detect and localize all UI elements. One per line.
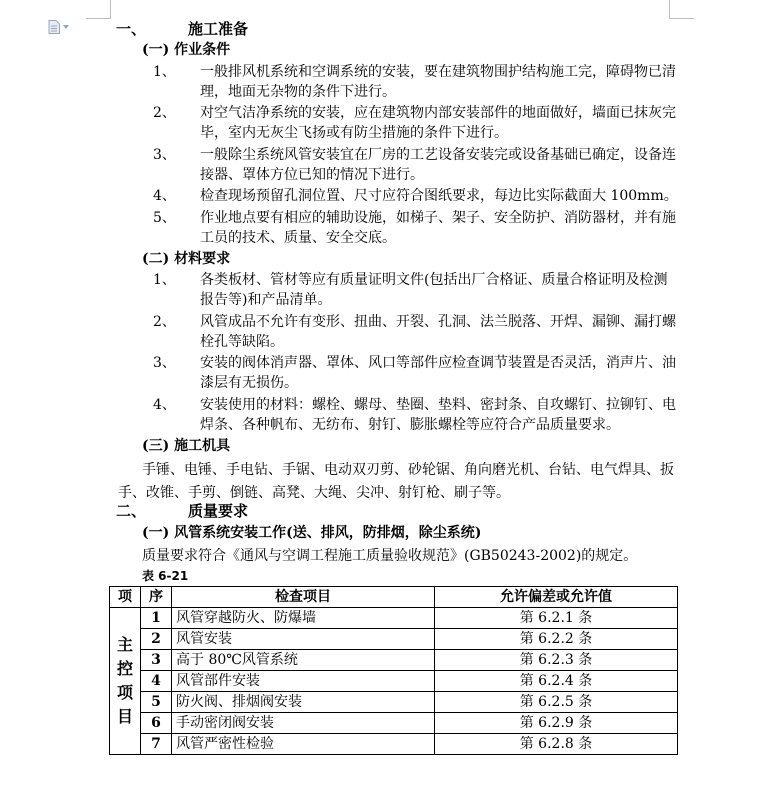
table-row bbox=[110, 671, 678, 692]
list-item-text: 栓孔等缺陷。 bbox=[200, 334, 284, 350]
section-2-title: 质量要求 bbox=[188, 502, 249, 520]
list-item-number: 3、 bbox=[153, 355, 176, 371]
seq-cell: 2 bbox=[141, 629, 172, 650]
list-item-number: 1、 bbox=[153, 272, 176, 288]
subsection-tools-title: (三) 施工机具 bbox=[142, 438, 231, 454]
inspection-table bbox=[109, 586, 678, 755]
crop-mark-top-left bbox=[86, 0, 111, 19]
subsection-materials-title: (二) 材料要求 bbox=[142, 251, 231, 267]
list-item-text: 接器、罩体方位已知的情况下进行。 bbox=[200, 167, 424, 183]
document-icon bbox=[48, 20, 60, 34]
list-item-text: 对空气洁净系统的安装，应在建筑物内部安装部件的地面做好，墙面已抹灰完 bbox=[200, 105, 676, 121]
header-allowance: 允许偏差或允许值 bbox=[435, 587, 678, 608]
list-item-text: 焊条、各种帆布、无纺布、射钉、膨胀螺栓等应符合产品质量要求。 bbox=[200, 417, 620, 433]
list-item-text: 安装使用的材料：螺栓、螺母、垫圈、垫料、密封条、自攻螺钉、拉铆钉、电 bbox=[200, 397, 676, 413]
table-row bbox=[110, 713, 678, 734]
check-item-cell: 风管安装 bbox=[172, 629, 435, 650]
list-item-number: 5、 bbox=[153, 210, 176, 226]
list-item-text: 各类板材、管材等应有质量证明文件(包括出厂合格证、质量合格证明及检测 bbox=[200, 272, 668, 288]
check-item-cell: 风管穿越防火、防爆墙 bbox=[172, 608, 435, 629]
list-item-number: 2、 bbox=[153, 105, 176, 121]
subsection-duct-install-title: (一) 风管系统安装工作(送、排风，防排烟，除尘系统) bbox=[142, 525, 482, 541]
table-row bbox=[110, 650, 678, 671]
list-item-text: 风管成品不允许有变形、扭曲、开裂、孔洞、法兰脱落、开焊、漏铆、漏打螺 bbox=[200, 314, 676, 330]
table-row bbox=[110, 608, 678, 629]
header-check-item: 检查项目 bbox=[172, 587, 435, 608]
list-item-text: 作业地点要有相应的辅助设施，如梯子、架子、安全防护、消防器材，并有施 bbox=[200, 210, 676, 226]
allowance-cell: 第 6.2.9 条 bbox=[435, 713, 678, 734]
table-header-row bbox=[110, 587, 678, 608]
section-2-number: 二、 bbox=[116, 502, 147, 520]
allowance-cell: 第 6.2.1 条 bbox=[435, 608, 678, 629]
list-item-text: 一般排风机系统和空调系统的安装，要在建筑物围护结构施工完，障碍物已清 bbox=[200, 64, 676, 80]
allowance-cell: 第 6.2.8 条 bbox=[435, 734, 678, 755]
table-row bbox=[110, 692, 678, 713]
table-row bbox=[110, 629, 678, 650]
check-item-cell: 风管部件安装 bbox=[172, 671, 435, 692]
check-item-cell: 高于 80℃风管系统 bbox=[172, 650, 435, 671]
allowance-cell: 第 6.2.2 条 bbox=[435, 629, 678, 650]
seq-cell: 3 bbox=[141, 650, 172, 671]
list-item-text: 报告等)和产品清单。 bbox=[200, 292, 332, 308]
list-item-text: 毕，室内无灰尘飞扬或有防尘措施的条件下进行。 bbox=[200, 125, 508, 141]
list-item-number: 4、 bbox=[153, 188, 176, 204]
seq-cell: 1 bbox=[141, 608, 172, 629]
crop-mark-top-right bbox=[669, 0, 694, 19]
list-item-text: 一般除尘系统风管安装宜在厂房的工艺设备安装完或设备基础已确定，设备连 bbox=[200, 147, 676, 163]
seq-cell: 4 bbox=[141, 671, 172, 692]
list-item-text: 安装的阀体消声器、罩体、风口等部件应检查调节装置是否灵活，消声片、油 bbox=[200, 355, 676, 371]
tools-paragraph-line: 手锤、电锤、手电钻、手锯、电动双刃剪、砂轮锯、角向磨光机、台钻、电气焊具、扳 bbox=[142, 462, 674, 478]
table-caption: 表 6-21 bbox=[142, 569, 189, 583]
section-1-number: 一、 bbox=[116, 20, 147, 38]
allowance-cell: 第 6.2.4 条 bbox=[435, 671, 678, 692]
seq-cell: 6 bbox=[141, 713, 172, 734]
list-item-number: 1、 bbox=[153, 64, 176, 80]
check-item-cell: 防火阀、排烟阀安装 bbox=[172, 692, 435, 713]
list-item-number: 2、 bbox=[153, 314, 176, 330]
seq-cell: 7 bbox=[141, 734, 172, 755]
section-1-title: 施工准备 bbox=[188, 20, 249, 38]
group-label: 主控项目 bbox=[117, 635, 134, 726]
list-item-text: 检查现场预留孔洞位置、尺寸应符合图纸要求，每边比实际截面大 100mm。 bbox=[200, 188, 678, 204]
header-category: 项 bbox=[110, 587, 141, 608]
list-item-number: 4、 bbox=[153, 397, 176, 413]
list-item-text: 漆层有无损伤。 bbox=[200, 375, 298, 391]
list-item-text: 工员的技术、质量、安全交底。 bbox=[200, 230, 396, 246]
check-item-cell: 手动密闭阀安装 bbox=[172, 713, 435, 734]
group-label-cell bbox=[110, 608, 141, 755]
list-item-number: 3、 bbox=[153, 147, 176, 163]
table-row bbox=[110, 734, 678, 755]
tools-paragraph-line: 手、改锥、手剪、倒链、高凳、大绳、尖冲、射钉枪、刷子等。 bbox=[118, 485, 510, 501]
list-item-text: 理，地面无杂物的条件下进行。 bbox=[200, 84, 396, 100]
allowance-cell: 第 6.2.3 条 bbox=[435, 650, 678, 671]
quality-standard-paragraph: 质量要求符合《通风与空调工程施工质量验收规范》(GB50243-2002)的规定。 bbox=[142, 548, 638, 564]
subsection-work-conditions-title: (一) 作业条件 bbox=[142, 42, 231, 58]
header-seq: 序 bbox=[141, 587, 172, 608]
paragraph-options-button[interactable] bbox=[48, 20, 69, 34]
check-item-cell: 风管严密性检验 bbox=[172, 734, 435, 755]
allowance-cell: 第 6.2.5 条 bbox=[435, 692, 678, 713]
seq-cell: 5 bbox=[141, 692, 172, 713]
chevron-down-icon bbox=[63, 25, 69, 29]
